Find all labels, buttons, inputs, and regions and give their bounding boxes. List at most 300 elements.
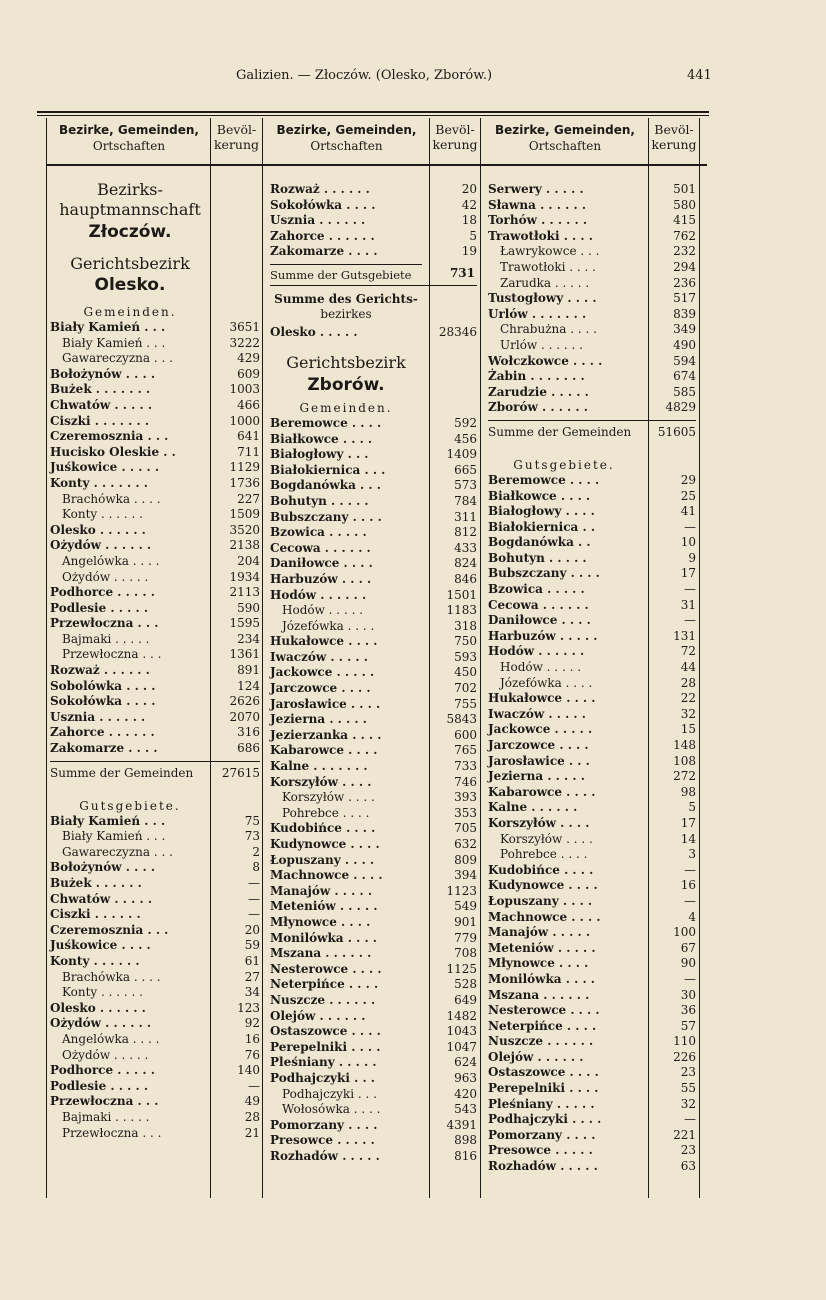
table-row (270, 712, 477, 728)
table-row (488, 1065, 696, 1081)
population-value: 1129 (229, 460, 260, 475)
table-row (488, 629, 696, 645)
population-value: 580 (673, 197, 696, 212)
place-name: Bzowica . . . . . (488, 582, 585, 597)
table-row (488, 229, 696, 245)
place-name: Kudobińce . . . . (270, 821, 376, 836)
place-name: Harbuzów . . . . (270, 571, 372, 586)
place-name: Kudobińce . . . . (488, 862, 594, 877)
place-name: Jezierna . . . . . (270, 712, 367, 727)
sum-row: Summe der Gemeinden 51605 (488, 420, 696, 443)
place-name: Jarczowce . . . . (488, 738, 589, 752)
table-row (270, 868, 477, 884)
place-name: Korszyłów . . . . (500, 831, 593, 846)
table-row (50, 414, 260, 430)
table-row (50, 985, 260, 1001)
place-name: Sokołówka . . . . (270, 197, 376, 212)
population-value: 501 (673, 182, 696, 196)
table-row (488, 707, 696, 723)
population-value: 963 (454, 1070, 477, 1085)
place-name: Harbuzów . . . . . (488, 628, 598, 643)
place-name: Jackowce . . . . . (488, 722, 593, 737)
place-name: Zakomarze . . . . (50, 741, 158, 756)
col1-pop-header: Bevöl- kerung (213, 122, 260, 152)
population-value: 36 (680, 1003, 696, 1018)
population-value: 609 (237, 366, 260, 381)
place-name: Młynowce . . . . (270, 914, 371, 929)
place-name: Pleśniany . . . . . (270, 1055, 377, 1070)
population-value: 1003 (229, 382, 260, 397)
population-value: 3 (688, 847, 696, 862)
table-row (488, 1128, 696, 1144)
place-name: Iwaczów . . . . . (270, 649, 368, 664)
population-value: — (248, 907, 260, 922)
population-value: 2070 (229, 709, 260, 724)
place-name: Nesterowce . . . . (270, 961, 382, 976)
table-row (50, 1126, 260, 1142)
table-row (50, 1063, 260, 1079)
place-name: Chwatów . . . . . (50, 891, 153, 906)
place-name: Trawotłoki . . . . (488, 228, 593, 243)
population-value: 272 (673, 769, 696, 784)
population-value: 393 (454, 790, 477, 805)
population-value: 812 (454, 525, 477, 540)
table-row (488, 800, 696, 816)
population-value: 750 (454, 634, 477, 649)
population-value: 76 (244, 1047, 260, 1062)
place-name: Jarosławice . . . (488, 753, 590, 768)
population-value: 221 (673, 1127, 696, 1142)
table-row (270, 198, 477, 214)
table-row (270, 743, 477, 759)
table-row (50, 632, 260, 648)
place-name: Bzowica . . . . . (270, 525, 367, 540)
population-value: 816 (454, 1148, 477, 1163)
court-title: Gerichtsbezirk (286, 352, 406, 372)
population-value: 100 (673, 925, 696, 940)
table-row (270, 821, 477, 837)
table-row (270, 1040, 477, 1056)
table-row (270, 1009, 477, 1025)
table-row (488, 910, 696, 926)
table-row (488, 1081, 696, 1097)
population-value: 592 (454, 415, 477, 430)
population-value: 59 (244, 938, 260, 953)
population-value: 14 (680, 831, 696, 846)
table-row (488, 369, 696, 385)
place-name: Hucisko Oleskie . . (50, 444, 176, 459)
place-name: Bohutyn . . . . . (488, 550, 587, 565)
place-name: Bubszczany . . . . (270, 509, 382, 524)
place-name: Hodów . . . . . (282, 603, 364, 618)
sum-row: Summe der Gutsgebiete (270, 264, 422, 285)
population-value: 57 (680, 1018, 696, 1033)
place-name: Olejów . . . . . . (488, 1049, 584, 1064)
population-value: 674 (673, 369, 696, 384)
population-value: 1482 (446, 1008, 477, 1023)
table-row (488, 644, 696, 660)
population-value: 21 (244, 1125, 260, 1140)
table-row (270, 681, 477, 697)
place-name: Sokołówka . . . . (50, 694, 156, 709)
place-name: Ostaszowce . . . . (488, 1065, 599, 1080)
place-name: Zborów . . . . . . (488, 400, 588, 415)
population-value: 318 (454, 618, 477, 633)
population-value: 17 (680, 566, 696, 581)
place-name: Podlesie . . . . . (50, 1078, 149, 1093)
table-row (488, 520, 696, 536)
table-row (488, 598, 696, 614)
population-value: 32 (680, 706, 696, 721)
table-row (488, 785, 696, 801)
place-name: Podhorce . . . . . (50, 585, 155, 600)
population-value: 4 (688, 909, 696, 924)
table-row (270, 213, 477, 229)
place-name: Rozhadów . . . . . (270, 1148, 380, 1163)
place-name: Brachówka . . . . (62, 969, 161, 984)
place-name: Perepelniki . . . . (270, 1039, 381, 1054)
col1-rows (50, 320, 260, 757)
place-name: Ciszki . . . . . . (50, 907, 141, 922)
population-value: 543 (454, 1102, 477, 1117)
place-name: Młynowce . . . . (488, 956, 589, 971)
place-name: Manajów . . . . . (270, 883, 373, 898)
place-name: Kalne . . . . . . (488, 800, 578, 815)
place-name: Kabarowce . . . . (270, 743, 378, 758)
table-row (270, 463, 477, 479)
population-value: 110 (673, 1034, 696, 1049)
population-value: 3651 (229, 320, 260, 334)
place-name: Przewłoczna . . . (62, 647, 162, 662)
table-row (50, 507, 260, 523)
population-value: 123 (237, 1000, 260, 1015)
place-name: Iwaczów . . . . . (488, 706, 586, 721)
place-name: Bużek . . . . . . . (50, 382, 151, 397)
place-name: Kabarowce . . . . (488, 784, 596, 799)
table-row (270, 899, 477, 915)
table-row (50, 694, 260, 710)
table-row (488, 1112, 696, 1128)
population-value: 3520 (229, 522, 260, 537)
place-name: Ożydów . . . . . . (50, 538, 152, 553)
population-value: 316 (237, 725, 260, 740)
place-name: Monilówka . . . . (270, 930, 377, 945)
table-row (488, 863, 696, 879)
place-name: Jarczowce . . . . (270, 681, 371, 696)
running-header (0, 68, 826, 88)
population-value: 641 (237, 429, 260, 444)
place-name: Hodów . . . . . (500, 660, 582, 675)
table-row (50, 829, 260, 845)
population-value: 29 (680, 472, 696, 487)
table-row (50, 954, 260, 970)
population-value: 708 (454, 946, 477, 961)
place-name: Przewłoczna . . . (50, 1094, 159, 1109)
place-name: Usznia . . . . . . (50, 709, 146, 724)
table-row (270, 1133, 477, 1149)
population-value: 1183 (446, 603, 477, 618)
place-name: Cecowa . . . . . . (270, 540, 371, 555)
population-value: — (684, 1112, 696, 1127)
table-row (488, 613, 696, 629)
subsection-label: Gemeinden. (83, 305, 177, 319)
col2-rows0 (270, 182, 477, 260)
population-value: 19 (461, 244, 477, 259)
col2-pop-header: Bevöl- kerung (432, 122, 478, 152)
table-row (270, 728, 477, 744)
population-value: 108 (673, 753, 696, 768)
table-row (270, 775, 477, 791)
table-row (50, 585, 260, 601)
table-row (270, 619, 477, 635)
place-name: Serwery . . . . . (488, 182, 584, 196)
table-row (270, 416, 477, 432)
population-value: 746 (454, 774, 477, 789)
table-row (488, 535, 696, 551)
table-row (488, 769, 696, 785)
col3-pop-header: Bevöl- kerung (651, 122, 697, 152)
population-value: 839 (673, 306, 696, 321)
table-row (50, 663, 260, 679)
court-sum-label: Summe des Gerichts- (274, 291, 418, 306)
population-value: 90 (680, 956, 696, 971)
table-row (488, 676, 696, 692)
population-value: 590 (237, 600, 260, 615)
population-value: 5 (469, 228, 477, 243)
population-value: 898 (454, 1133, 477, 1148)
table-row (50, 367, 260, 383)
table-row (50, 523, 260, 539)
table-row (488, 1097, 696, 1113)
population-value: 1043 (446, 1024, 477, 1039)
population-value: 55 (680, 1081, 696, 1096)
population-value: 98 (680, 784, 696, 799)
population-value: 234 (237, 631, 260, 646)
table-row (488, 551, 696, 567)
population-value: 16 (680, 878, 696, 893)
top-rule-thin (37, 115, 709, 116)
population-value: — (684, 971, 696, 986)
population-value: 4391 (446, 1117, 477, 1132)
place-name: Jezierzanka . . . . (270, 727, 382, 742)
table-row (488, 182, 696, 198)
population-value: 25 (680, 488, 696, 503)
table-row (270, 697, 477, 713)
population-value: 549 (454, 899, 477, 914)
place-name: Perepelniki . . . . (488, 1081, 599, 1096)
subsection-label: Gutsgebiete. (79, 798, 181, 813)
population-value: 148 (673, 738, 696, 752)
table-row (270, 603, 477, 619)
population-value: 1125 (446, 961, 477, 976)
table-row (488, 338, 696, 354)
column-1 (50, 180, 260, 1141)
population-value: 63 (680, 1159, 696, 1174)
place-name: Bołożynów . . . . (50, 366, 156, 381)
table-row (488, 972, 696, 988)
place-name: Białogłowy . . . (270, 447, 369, 462)
place-name: Przewłoczna . . . (62, 1125, 162, 1140)
place-name: Brachówka . . . . (62, 491, 161, 506)
place-name: Podhajczyki . . . (282, 1086, 377, 1101)
table-row (270, 946, 477, 962)
population-value: 1501 (446, 587, 477, 602)
table-row (50, 1048, 260, 1064)
place-name: Chwatów . . . . . (50, 397, 153, 412)
table-row (270, 478, 477, 494)
col2-name-header: Bezirke, Gemeinden, Ortschaften (276, 123, 417, 153)
table-row (270, 962, 477, 978)
population-value: 31 (680, 597, 696, 612)
population-value: 28 (680, 675, 696, 690)
place-name: Rozważ . . . . . . (270, 182, 370, 196)
table-row (488, 941, 696, 957)
table-row (488, 354, 696, 370)
population-value: 1934 (229, 569, 260, 584)
place-name: Zahorce . . . . . . (50, 725, 155, 740)
table-row (270, 182, 477, 198)
table-row (270, 572, 477, 588)
table-row (488, 504, 696, 520)
place-name: Daniłowce . . . . (270, 556, 373, 571)
population-value: 2626 (229, 694, 260, 709)
place-name: Łopuszany . . . . (270, 852, 375, 867)
table-row (488, 473, 696, 489)
population-value: 649 (454, 992, 477, 1007)
place-name: Neterpińce . . . . (270, 977, 379, 992)
place-name: Podhorce . . . . . (50, 1063, 155, 1078)
court-title: Gerichtsbezirk (70, 254, 190, 273)
table-row (270, 447, 477, 463)
population-value: 140 (237, 1063, 260, 1078)
population-value: 311 (454, 509, 477, 524)
population-value: 17 (680, 815, 696, 830)
table-row (50, 938, 260, 954)
place-name: Ożydów . . . . . . (50, 1016, 152, 1031)
place-name: Zarudzie . . . . . (488, 384, 589, 399)
population-value: 3222 (229, 335, 260, 350)
population-value: 593 (454, 649, 477, 664)
population-value: 49 (244, 1094, 260, 1109)
table-row (488, 816, 696, 832)
place-name: Podlesie . . . . . (50, 600, 149, 615)
table-row (488, 1050, 696, 1066)
sum-row: Summe der Gemeinden 27615 (50, 761, 260, 784)
table-row (50, 476, 260, 492)
section-title: hauptmannschaft (59, 200, 201, 219)
population-value: 294 (673, 259, 696, 274)
place-name: Rozhadów . . . . . (488, 1159, 598, 1174)
table-row (50, 1110, 260, 1126)
place-name: Cecowa . . . . . . (488, 597, 589, 612)
place-name: Olesko . . . . . . (50, 1000, 146, 1015)
population-value: 901 (454, 914, 477, 929)
population-value: 27 (244, 969, 260, 984)
table-row (50, 725, 260, 741)
table-row (50, 445, 260, 461)
place-name: Zakomarze . . . . (270, 244, 378, 259)
table-row (50, 398, 260, 414)
population-value: 20 (461, 182, 477, 196)
population-value: 20 (244, 922, 260, 937)
table-row (50, 538, 260, 554)
table-row (270, 884, 477, 900)
table-row (50, 320, 260, 336)
population-value: — (684, 613, 696, 628)
table-row (50, 351, 260, 367)
place-name: Pomorzany . . . . (270, 1117, 378, 1132)
table-row (270, 806, 477, 822)
population-value: 705 (454, 821, 477, 836)
table-row (488, 400, 696, 416)
table-row (50, 907, 260, 923)
place-name: Biały Kamień . . . (62, 335, 166, 350)
place-name: Korszyłów . . . . (270, 774, 372, 789)
population-value: 4829 (665, 400, 696, 415)
place-name: Nesterowce . . . . (488, 1003, 600, 1018)
population-value: 2 (252, 844, 260, 859)
table-row (270, 1118, 477, 1134)
table-row (50, 1094, 260, 1110)
place-name: Machnowce . . . . (488, 909, 601, 924)
place-name: Bużek . . . . . . (50, 876, 142, 890)
table-row (50, 892, 260, 908)
table-row (270, 977, 477, 993)
table-row (488, 1003, 696, 1019)
table-row (270, 510, 477, 526)
population-value: 67 (680, 940, 696, 955)
population-value: 92 (244, 1016, 260, 1031)
place-name: Białokiernica . . (488, 519, 596, 534)
table-row (270, 525, 477, 541)
table-row (488, 1034, 696, 1050)
place-name: Monilówka . . . . (488, 971, 595, 986)
place-name: Białokiernica . . . (270, 462, 386, 477)
population-value: 632 (454, 837, 477, 851)
table-row (270, 1071, 477, 1087)
table-row (488, 878, 696, 894)
table-row (488, 738, 696, 754)
population-value: 22 (680, 691, 696, 706)
place-name: Trawotłoki . . . . (500, 259, 596, 274)
table-row (488, 385, 696, 401)
place-name: Presowce . . . . . (488, 1143, 593, 1158)
court-name: Zborów. (307, 374, 385, 395)
population-value: — (684, 862, 696, 877)
place-name: Białkowce . . . . (270, 431, 373, 446)
table-row (270, 556, 477, 572)
table-row (488, 213, 696, 229)
place-name: Chrabużna . . . . (500, 322, 597, 337)
table-row (270, 634, 477, 650)
population-value: 517 (673, 291, 696, 306)
population-value: 824 (454, 556, 477, 571)
population-value: 30 (680, 987, 696, 1002)
subsection-label: Gemeinden. (299, 400, 393, 415)
place-name: Angelówka . . . . (62, 553, 160, 568)
place-name: Ostaszowce . . . . (270, 1024, 381, 1039)
place-name: Beremowce . . . . (488, 472, 600, 487)
table-row (50, 382, 260, 398)
place-name: Przewłoczna . . . (50, 616, 159, 631)
population-value: 765 (454, 743, 477, 758)
place-name: Olejów . . . . . . (270, 1008, 366, 1023)
place-name: Ożydów . . . . . (62, 1047, 149, 1062)
population-value: 5843 (446, 712, 477, 727)
place-name: Podhajczyki . . . . (488, 1112, 602, 1127)
district-title: Złoczów. (88, 222, 172, 242)
table-row (50, 1079, 260, 1095)
